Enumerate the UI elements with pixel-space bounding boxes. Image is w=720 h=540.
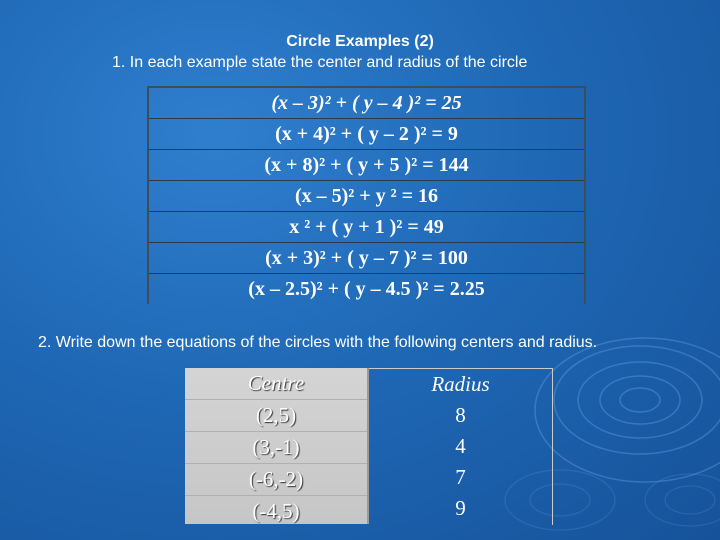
- radius-cell: 4: [455, 434, 466, 458]
- question-1-text: 1. In each example state the center and radius of the circle: [112, 54, 528, 71]
- equation-row: (x – 3)² + ( y – 4 )² = 25: [149, 88, 584, 119]
- centre-cell: (-4,5): [252, 499, 300, 523]
- radius-cell: 7: [455, 465, 466, 489]
- centre-cell: (3,-1): [185, 432, 367, 464]
- slide-title: Circle Examples (2): [286, 33, 434, 50]
- equation-row: (x + 3)² + ( y – 7 )² = 100: [149, 243, 584, 274]
- centre-column: [185, 368, 369, 524]
- radius-header: Radius: [431, 372, 490, 396]
- radius-column: [369, 368, 553, 525]
- equation-row: (x + 4)² + ( y – 2 )² = 9: [149, 119, 584, 150]
- equation-row: (x + 8)² + ( y + 5 )² = 144: [149, 150, 584, 181]
- radius-cell: 8: [455, 403, 466, 427]
- equation-row: (x – 2.5)² + ( y – 4.5 )² = 2.25: [248, 278, 485, 300]
- equation-row: x ² + ( y + 1 )² = 49: [149, 212, 584, 243]
- radius-cell: 9: [455, 496, 466, 520]
- equations-table: [147, 86, 586, 304]
- equation-row: (x – 5)² + y ² = 16: [149, 181, 584, 212]
- centre-header: Centre: [185, 368, 367, 400]
- centre-cell: (2,5): [185, 400, 367, 432]
- question-2-text: 2. Write down the equations of the circles with the following centers and radius.: [38, 334, 598, 351]
- centre-cell: (-6,-2): [185, 464, 367, 496]
